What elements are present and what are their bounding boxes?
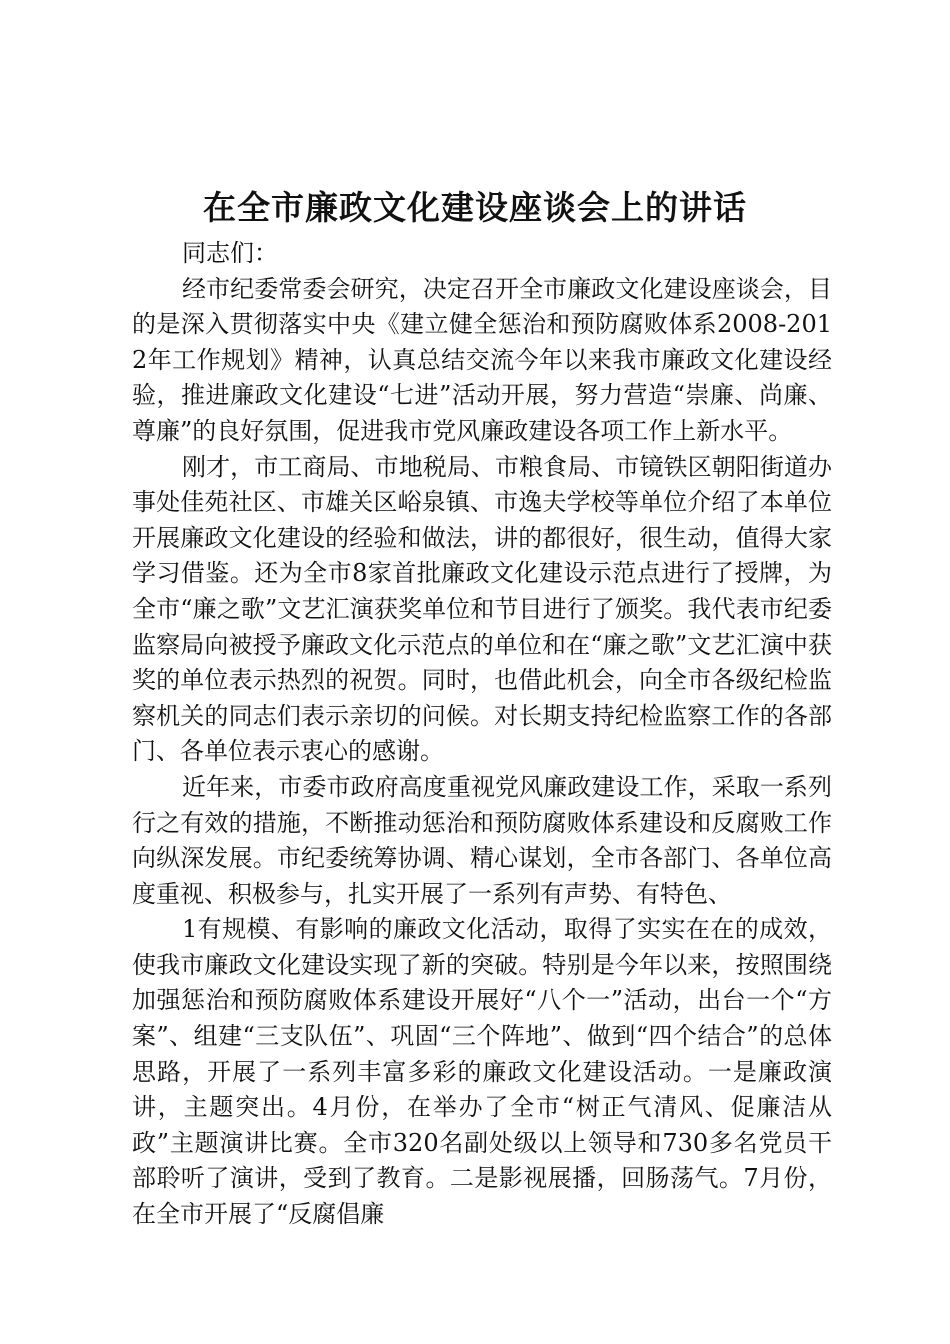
- paragraph-text: 1有规模、有影响的廉政文化活动，取得了实实在在的成效，使我市廉政文化建设实现了新的突破。特别是今年以来，按照围绕加强惩治和预防腐败体系建设开展好“八个一”活动，出台一个“方案”、组建“三支队伍”、巩固“三个阵地”、做到“四个结合”的总体思路，开展了一系列丰富多彩的廉政文化建设活动。一是廉政演讲，主题突出。4月份，在举办了全市“树正气清风、促廉洁从政”主题演讲比赛。全市320名副处级以上领导和730多名党员干部聆听了演讲，受到了教育。二是影视展播，回肠荡气。7月份，在全市开展了“反腐倡廉: [132, 915, 832, 1229]
- paragraph-1: [132, 272, 832, 450]
- paragraph-block-2: [132, 450, 832, 770]
- document-body: [132, 236, 832, 1233]
- paragraph-2: [132, 450, 832, 770]
- document-title: 在全市廉政文化建设座谈会上的讲话: [203, 188, 747, 227]
- paragraph-4: [132, 912, 832, 1232]
- salutation: [132, 236, 832, 272]
- paragraph-block-1: [132, 272, 832, 450]
- paragraph-text: 经市纪委常委会研究，决定召开全市廉政文化建设座谈会，目的是深入贯彻落实中央《建立健全惩治和预防腐败体系2008-2012年工作规划》精神，认真总结交流今年以来我市廉政文化建设经验，推进廉政文化建设“七进”活动开展，努力营造“崇廉、尚廉、尊廉”的良好氛围，促进我市党风廉政建设各项工作上新水平。: [132, 274, 832, 445]
- paragraph-block-4: [132, 912, 832, 1232]
- paragraph-text: 近年来，市委市政府高度重视党风廉政建设工作，采取一系列行之有效的措施，不断推动惩治和预防腐败体系建设和反腐败工作向纵深发展。市纪委统筹协调、精心谋划，全市各部门、各单位高度重视、积极参与，扎实开展了一系列有声势、有特色、: [132, 772, 832, 908]
- paragraph-text: 刚才，市工商局、市地税局、市粮食局、市镜铁区朝阳街道办事处佳苑社区、市雄关区峪泉镇、市逸夫学校等单位介绍了本单位开展廉政文化建设的经验和做法，讲的都很好，很生动，值得大家学习借鉴。还为全市8家首批廉政文化建设示范点进行了授牌，为全市“廉之歌”文艺汇演获奖单位和节目进行了颁奖。我代表市纪委监察局向被授予廉政文化示范点的单位和在“廉之歌”文艺汇演中获奖的单位表示热烈的祝贺。同时，也借此机会，向全市各级纪检监察机关的同志们表示亲切的问候。对长期支持纪检监察工作的各部门、各单位表示衷心的感谢。: [132, 452, 832, 766]
- paragraph-3: [132, 770, 832, 912]
- salutation-text: 同志们：: [182, 239, 278, 267]
- salutation-block: [132, 236, 832, 272]
- paragraph-block-3: [132, 770, 832, 912]
